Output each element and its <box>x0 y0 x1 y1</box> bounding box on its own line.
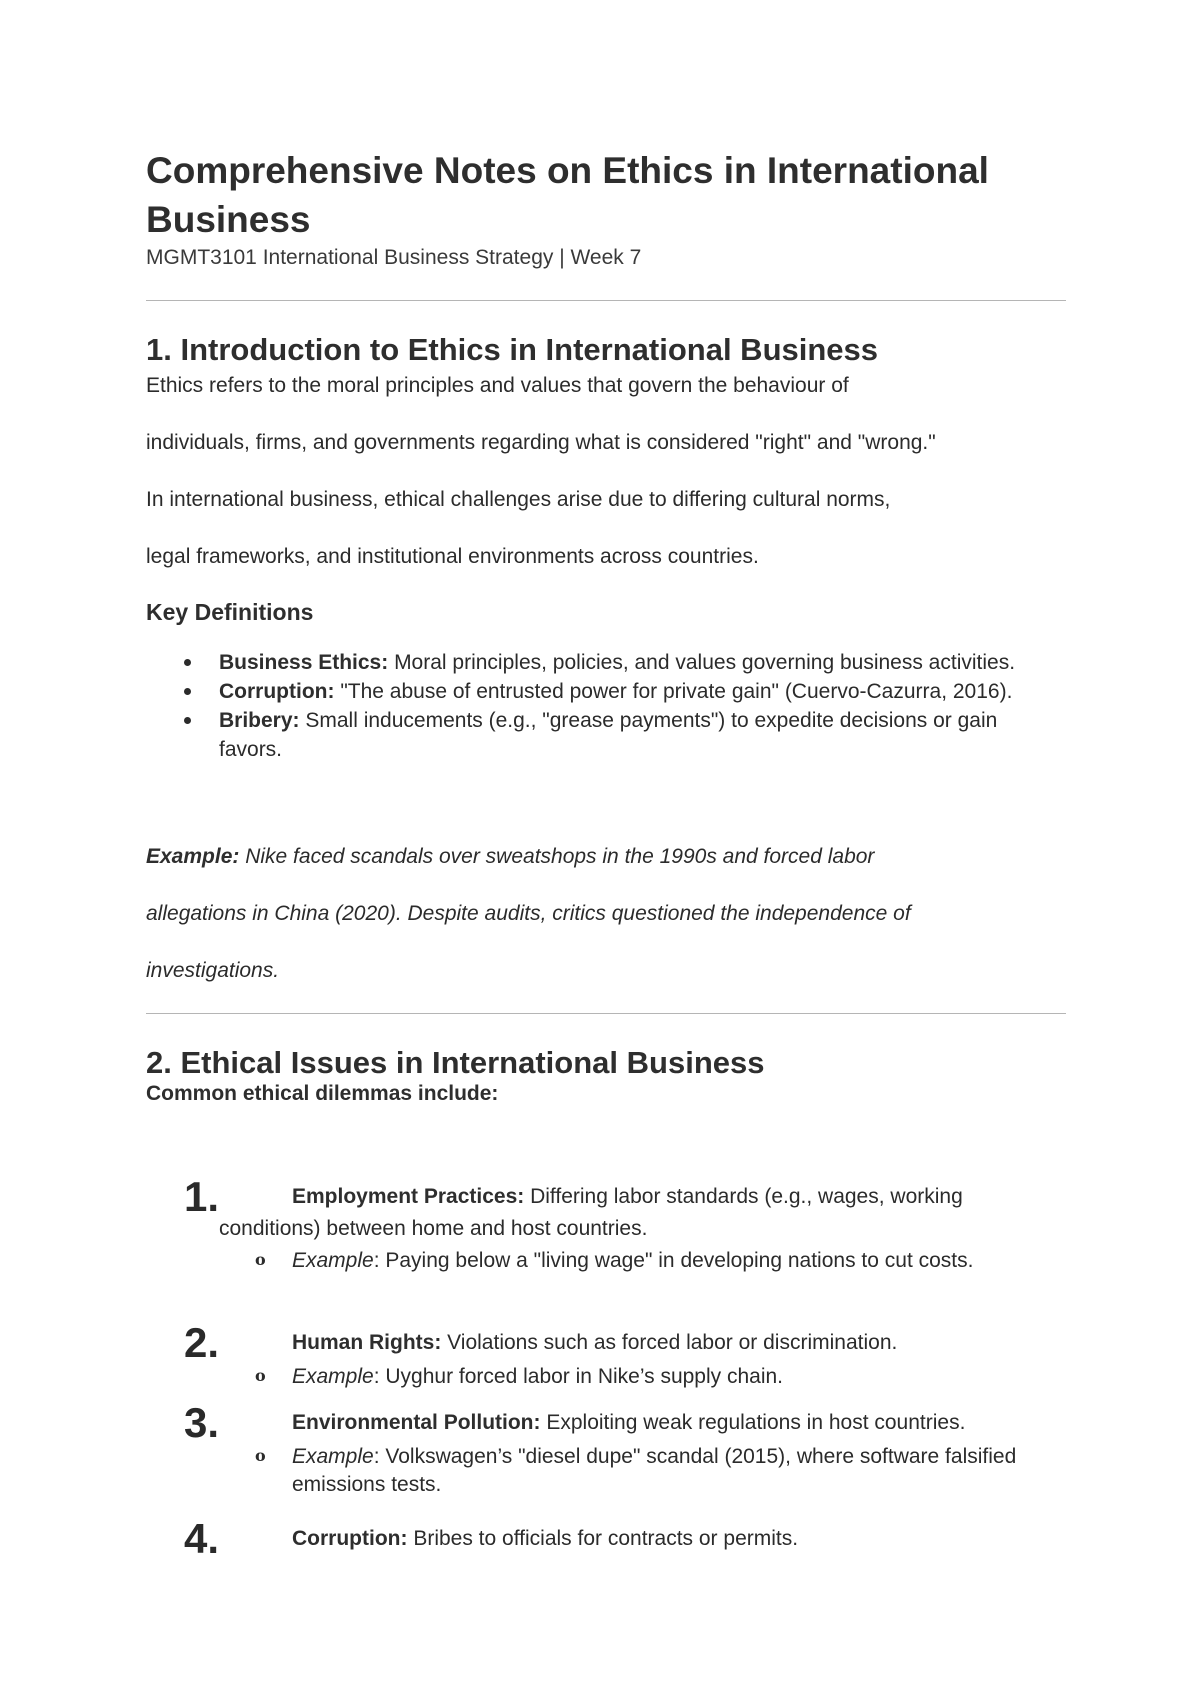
section-1-heading: 1. Introduction to Ethics in International Business <box>146 332 879 367</box>
example-label: Example: <box>146 845 240 868</box>
example-line-2: allegations in China (2020). Despite audits, critics questioned the independence of <box>146 902 911 925</box>
bullet-icon <box>184 659 191 666</box>
definition-text: Small inducements (e.g., "grease payments") to expedite decisions or gain favors. <box>219 709 998 761</box>
subitem-text <box>292 1247 1022 1275</box>
intro-line-1: Ethics refers to the moral principles and values that govern the behaviour of <box>146 374 849 397</box>
subitem-description: : Uyghur forced labor in Nike’s supply chain. <box>373 1365 784 1388</box>
item-description: Differing labor standards (e.g., wages, working <box>524 1185 963 1208</box>
subitem-description: : Paying below a "living wage" in developing nations to cut costs. <box>373 1249 974 1272</box>
circle-bullet-icon: o <box>255 1366 266 1385</box>
item-number: 1. <box>184 1173 220 1220</box>
subitem-text <box>292 1363 1022 1391</box>
section-2-heading: 2. Ethical Issues in International Business <box>146 1045 765 1080</box>
definitions-list <box>146 648 1066 764</box>
item-term: Corruption: <box>292 1527 408 1550</box>
circle-bullet-icon: o <box>255 1446 266 1465</box>
intro-line-4: legal frameworks, and institutional environments across countries. <box>146 545 759 568</box>
item-continuation: conditions) between home and host countries. <box>219 1217 648 1240</box>
item-text <box>292 1523 798 1555</box>
definition-term: Corruption: <box>219 680 335 703</box>
item-term: Environmental Pollution: <box>292 1411 541 1434</box>
subitem-description: : Volkswagen’s "diesel dupe" scandal (2015), where software falsified emissions tests. <box>292 1445 1017 1496</box>
list-item <box>146 648 1059 677</box>
intro-line-2: individuals, firms, and governments regarding what is considered "right" and "wrong." <box>146 431 936 454</box>
key-definitions-heading: Key Definitions <box>146 599 314 625</box>
page-title: Comprehensive Notes on Ethics in International Business <box>146 150 989 240</box>
bullet-icon <box>184 688 191 695</box>
example-text: Nike faced scandals over sweatshops in the 1990s and forced labor <box>239 845 875 868</box>
subitem-label: Example <box>292 1365 374 1388</box>
list-item <box>146 706 1059 764</box>
item-text <box>292 1407 965 1439</box>
divider <box>146 1013 1066 1014</box>
list-item <box>146 677 1059 706</box>
item-term: Human Rights: <box>292 1331 442 1354</box>
item-term: Employment Practices: <box>292 1185 525 1208</box>
item-description: Violations such as forced labor or discrimination. <box>441 1331 898 1354</box>
definition-term: Bribery: <box>219 709 300 732</box>
divider <box>146 300 1066 301</box>
intro-line-3: In international business, ethical challenges arise due to differing cultural norms, <box>146 488 891 511</box>
subitem-label: Example <box>292 1445 374 1468</box>
circle-bullet-icon: o <box>255 1250 266 1269</box>
example-line-1 <box>146 843 874 871</box>
item-description: Exploiting weak regulations in host countries. <box>540 1411 966 1434</box>
definition-text: "The abuse of entrusted power for private gain" (Cuervo-Cazurra, 2016). <box>334 680 1013 703</box>
item-description: Bribes to officials for contracts or permits. <box>407 1527 799 1550</box>
definition-text: Moral principles, policies, and values governing business activities. <box>388 651 1016 674</box>
subitem-text <box>292 1443 1022 1499</box>
section-2-lead: Common ethical dilemmas include: <box>146 1082 499 1105</box>
item-number: 2. <box>184 1319 220 1366</box>
item-number: 4. <box>184 1515 220 1562</box>
item-text <box>292 1327 897 1359</box>
bullet-icon <box>184 717 191 724</box>
item-number: 3. <box>184 1399 220 1446</box>
subitem-label: Example <box>292 1249 374 1272</box>
page-subtitle: MGMT3101 International Business Strategy | Week 7 <box>146 246 642 269</box>
example-line-3: investigations. <box>146 959 280 982</box>
definition-term: Business Ethics: <box>219 651 389 674</box>
item-text <box>292 1181 963 1213</box>
